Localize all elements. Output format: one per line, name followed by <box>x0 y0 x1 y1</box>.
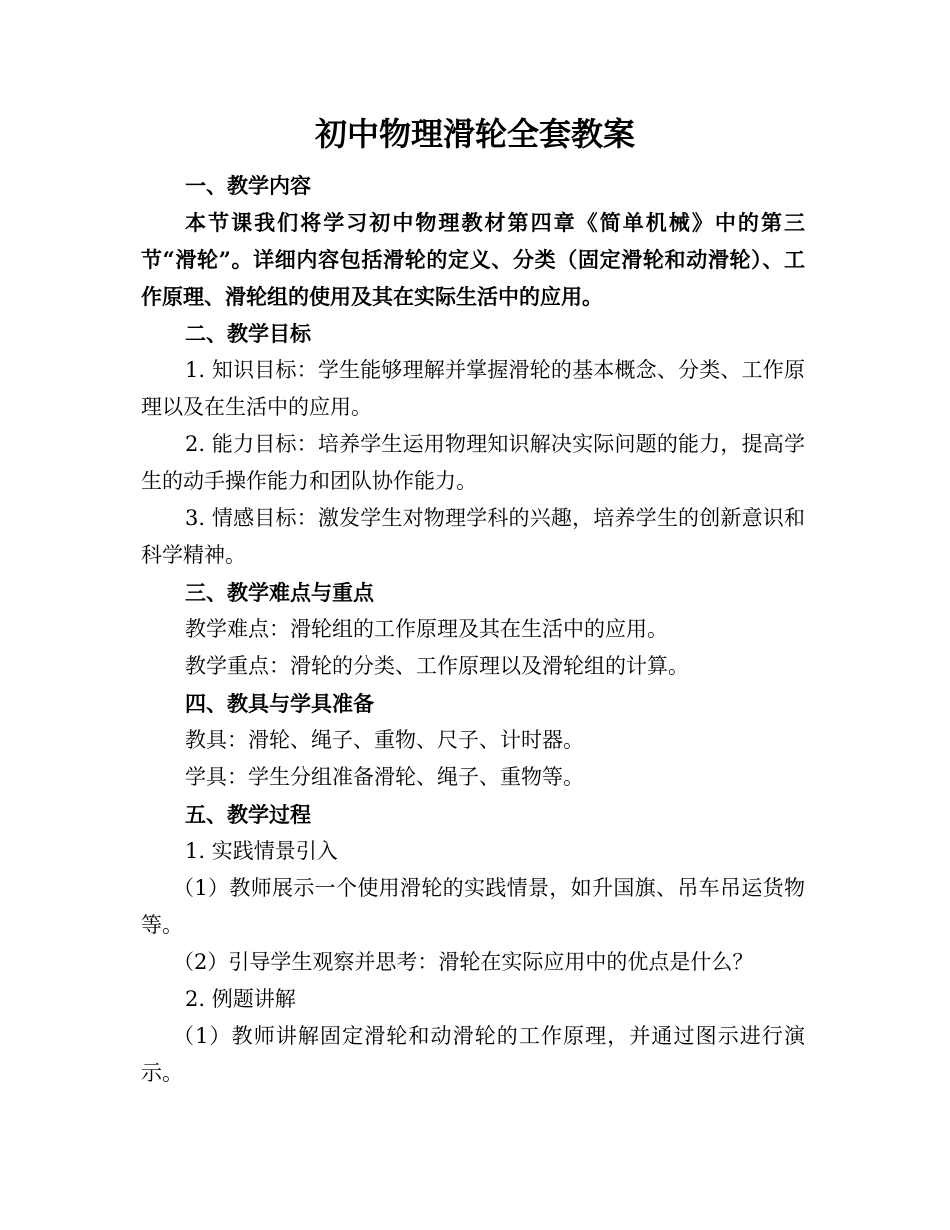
section-heading-teaching-aids: 四、教具与学具准备 <box>185 691 374 716</box>
section-heading-teaching-content: 一、教学内容 <box>185 173 311 198</box>
subsection-heading-example-explanation: 2. 例题讲解 <box>185 987 296 1011</box>
paragraph-practice-scenario: （1）教师展示一个使用滑轮的实践情景，如升国旗、吊车吊运货物等。 <box>141 876 805 937</box>
section-heading-teaching-process: 五、教学过程 <box>185 802 311 827</box>
paragraph-knowledge-goal: 1. 知识目标：学生能够理解并掌握滑轮的基本概念、分类、工作原理以及在生活中的应用。 <box>141 358 805 419</box>
paragraph-ability-goal: 2. 能力目标：培养学生运用物理知识解决实际问题的能力，提高学生的动手操作能力和团队协作能力。 <box>141 432 805 493</box>
section-heading-teaching-goals: 二、教学目标 <box>185 321 311 346</box>
paragraph-teaching-difficulty: 教学难点：滑轮组的工作原理及其在生活中的应用。 <box>185 617 668 641</box>
paragraph-pulley-demo: （1）教师讲解固定滑轮和动滑轮的工作原理，并通过图示进行演示。 <box>141 1024 805 1085</box>
document-title: 初中物理滑轮全套教案 <box>314 115 635 153</box>
paragraph-teaching-key-point: 教学重点：滑轮的分类、工作原理以及滑轮组的计算。 <box>185 654 689 678</box>
paragraph-teaching-content: 本节课我们将学习初中物理教材第四章《简单机械》中的第三节“滑轮”。详细内容包括滑轮的定义、分类（固定滑轮和动滑轮）、工作原理、滑轮组的使用及其在实际生活中的应用。 <box>141 210 805 309</box>
paragraph-guided-question: （2）引导学生观察并思考：滑轮在实际应用中的优点是什么？ <box>173 950 754 974</box>
section-heading-difficulties-key-points: 三、教学难点与重点 <box>185 580 374 605</box>
paragraph-student-aids: 学具：学生分组准备滑轮、绳子、重物等。 <box>185 765 584 789</box>
subsection-heading-practice-introduction: 1. 实践情景引入 <box>185 839 338 863</box>
document-body <box>141 167 805 1092</box>
paragraph-teacher-aids: 教具：滑轮、绳子、重物、尺子、计时器。 <box>185 728 584 752</box>
paragraph-emotion-goal: 3. 情感目标：激发学生对物理学科的兴趣，培养学生的创新意识和科学精神。 <box>141 506 805 567</box>
